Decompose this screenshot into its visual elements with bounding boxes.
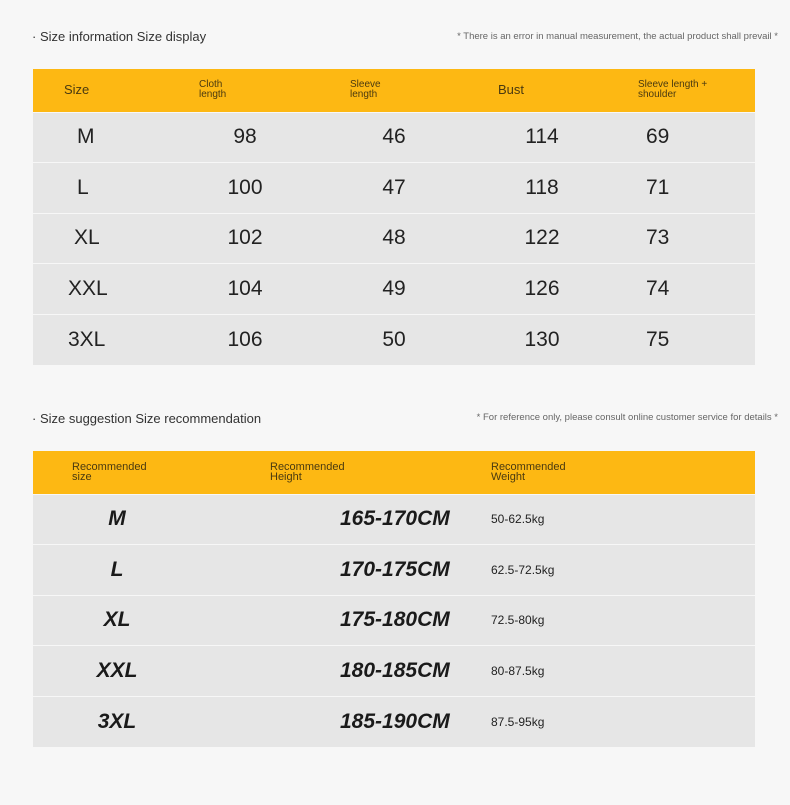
table-cell: 102 bbox=[170, 213, 320, 264]
table-row bbox=[33, 264, 755, 315]
table-cell: XXL bbox=[33, 264, 170, 315]
table-cell: 73 bbox=[616, 213, 755, 264]
size-display-title: · Size information Size display bbox=[32, 29, 207, 44]
table-cell: 114 bbox=[468, 112, 616, 163]
table-row bbox=[33, 696, 755, 747]
reference-note: * For reference only, please consult online customer service for details * bbox=[476, 412, 778, 423]
table-cell: XL bbox=[33, 595, 201, 646]
table-row bbox=[33, 646, 755, 697]
table-cell: 118 bbox=[468, 163, 616, 214]
table-row bbox=[33, 112, 755, 163]
size-recommendation-header-cell: Recommended Weight bbox=[491, 461, 566, 484]
table-row bbox=[33, 545, 755, 596]
measurement-note: * There is an error in manual measurement, the actual product shall prevail * bbox=[457, 31, 778, 42]
table-cell: 3XL bbox=[33, 696, 201, 747]
table-cell: L bbox=[33, 163, 170, 214]
size-recommendation-header-cell: Recommended Height bbox=[270, 461, 345, 484]
table-cell: 69 bbox=[616, 112, 755, 163]
table-cell: 50-62.5kg bbox=[481, 494, 755, 545]
table-cell: 180-185CM bbox=[201, 646, 481, 697]
table-cell: 106 bbox=[170, 314, 320, 365]
table-cell: 98 bbox=[170, 112, 320, 163]
table-cell: 104 bbox=[170, 264, 320, 315]
size-recommendation-title: · Size suggestion Size recommendation bbox=[32, 411, 262, 426]
table-row bbox=[33, 494, 755, 545]
table-cell: 72.5-80kg bbox=[481, 595, 755, 646]
table-cell: 48 bbox=[320, 213, 468, 264]
size-recommendation-header-cell: Recommended size bbox=[72, 461, 147, 484]
table-row bbox=[33, 314, 755, 365]
table-cell: XL bbox=[33, 213, 170, 264]
table-cell: 47 bbox=[320, 163, 468, 214]
size-display-header bbox=[33, 69, 755, 112]
table-cell: 170-175CM bbox=[201, 545, 481, 596]
table-cell: L bbox=[33, 545, 201, 596]
table-cell: 165-170CM bbox=[201, 494, 481, 545]
table-cell: 3XL bbox=[33, 314, 170, 365]
table-cell: 122 bbox=[468, 213, 616, 264]
table-cell: 62.5-72.5kg bbox=[481, 545, 755, 596]
table-cell: 50 bbox=[320, 314, 468, 365]
table-cell: XXL bbox=[33, 646, 201, 697]
table-row bbox=[33, 213, 755, 264]
table-cell: 74 bbox=[616, 264, 755, 315]
size-display-table bbox=[33, 69, 755, 365]
table-cell: 87.5-95kg bbox=[481, 696, 755, 747]
table-cell: 185-190CM bbox=[201, 696, 481, 747]
table-row bbox=[33, 163, 755, 214]
table-cell: 71 bbox=[616, 163, 755, 214]
table-cell: 49 bbox=[320, 264, 468, 315]
table-cell: 80-87.5kg bbox=[481, 646, 755, 697]
table-cell: 75 bbox=[616, 314, 755, 365]
table-cell: 46 bbox=[320, 112, 468, 163]
size-display-header-cell: Sleeve length bbox=[350, 79, 381, 101]
table-cell: M bbox=[33, 112, 170, 163]
table-cell: 175-180CM bbox=[201, 595, 481, 646]
size-display-header-cell: Size bbox=[64, 82, 90, 98]
size-display-header-cell: Sleeve length + shoulder bbox=[638, 79, 708, 101]
table-cell: 100 bbox=[170, 163, 320, 214]
size-recommendation-table bbox=[33, 451, 755, 747]
table-cell: M bbox=[33, 494, 201, 545]
table-cell: 130 bbox=[468, 314, 616, 365]
size-display-header-cell: Bust bbox=[498, 82, 525, 98]
size-display-header-cell: Cloth length bbox=[199, 79, 227, 101]
size-recommendation-header bbox=[33, 451, 755, 494]
table-cell: 126 bbox=[468, 264, 616, 315]
table-row bbox=[33, 595, 755, 646]
